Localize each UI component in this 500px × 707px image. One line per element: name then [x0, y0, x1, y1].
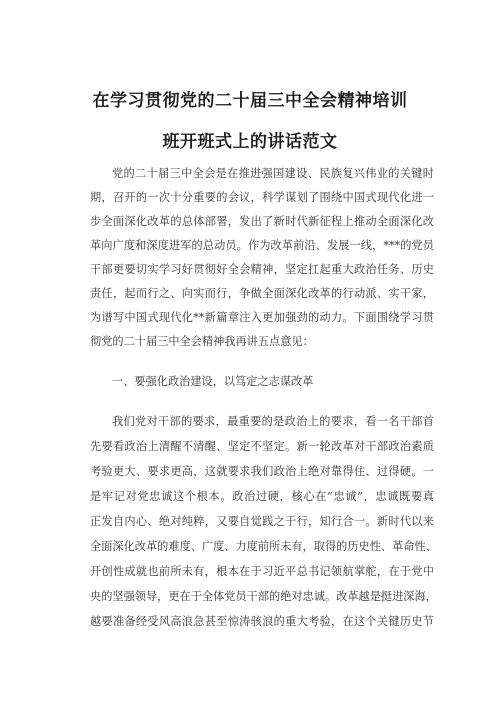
paragraph-2-line: 开创性成就也前所未有，根本在于习近平总书记领航掌舵，在于党中	[90, 565, 434, 578]
paragraph-1-line: 干部更要切实学习好贯彻好全会精神，坚定扛起重大政治任务、历史	[90, 263, 434, 276]
document-title-line-1: 在学习贯彻党的二十届三中全会精神培训	[92, 91, 408, 111]
paragraph-2-line: 全面深化改革的难度、广度、力度前所未有，取得的历史性、革命性、	[90, 540, 437, 553]
paragraph-1-line: 党的二十届三中全会是在推进强国建设、民族复兴伟业的关键时	[112, 167, 434, 180]
paragraph-1-line: 步全面深化改革的总体部署，发出了新时代新征程上推动全面深化改	[90, 215, 434, 228]
paragraph-2-line: 我们党对干部的要求，最重要的是政治上的要求，看一名干部首	[112, 415, 434, 428]
section-1-heading: 一、要强化政治建设，以笃定之志谋改革	[112, 375, 314, 388]
paragraph-2-line: 先要看政治上清醒不清醒、坚定不坚定。新一轮改革对干部政治素质	[90, 440, 434, 453]
paragraph-2-line: 越要准备经受风高浪急甚至惊涛骇浪的重大考验，在这个关键历史节	[90, 615, 434, 628]
paragraph-1-line: 期，召开的一次十分重要的会议，科学谋划了围绕中国式现代化进一	[90, 191, 434, 204]
paragraph-1-line: 革向广度和深度进军的总动员。作为改革前沿、发展一线，***的党员	[90, 239, 434, 252]
paragraph-2-line: 正发自内心、绝对纯粹，又要自觉践之于行，知行合一。新时代以来	[90, 515, 434, 528]
paragraph-1-line: 为谱写中国式现代化**新篇章注入更加强劲的动力。下面围绕学习贯	[90, 311, 434, 324]
document-title-line-2: 班开班式上的讲话范文	[162, 132, 338, 152]
paragraph-2-line: 是牢记对党忠诚这个根本。政治过硬，核心在“忠诚”，忠诚既要真	[90, 490, 434, 503]
paragraph-2-line: 央的坚强领导，更在于全体党员干部的绝对忠诚。改革越是挺进深海，	[90, 590, 437, 603]
paragraph-2-line: 考验更大、要求更高，这就要求我们政治上绝对靠得住、过得硬。一	[90, 465, 434, 478]
paragraph-1-line: 彻党的二十届三中全会精神我再讲五点意见：	[90, 335, 314, 348]
paragraph-1-line: 责任，起而行之、向实而行，争做全面深化改革的行动派、实干家，	[90, 287, 434, 300]
